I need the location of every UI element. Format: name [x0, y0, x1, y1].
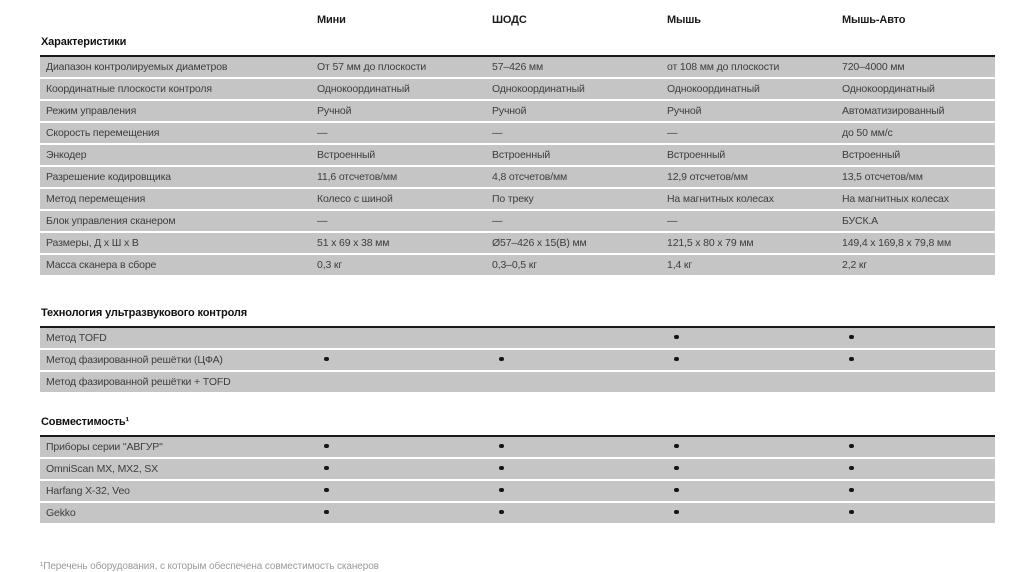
row-label: Блок управления сканером: [46, 215, 176, 227]
bullet-dot-icon: [499, 488, 504, 493]
row-label: Режим управления: [46, 105, 137, 117]
cell-value: [666, 459, 841, 479]
table-row: [40, 481, 995, 501]
table-row: [40, 79, 995, 99]
section-title: Технология ультразвукового контроля: [41, 307, 247, 319]
cell-value: Однокоординатный: [667, 83, 760, 95]
section-title: Совместимость¹: [41, 416, 130, 428]
cell-value: [491, 503, 666, 523]
cell-value: 57–426 мм: [492, 61, 544, 73]
table-row: [40, 123, 995, 143]
section-rows: [40, 55, 995, 275]
column-header-1: Мини: [317, 14, 346, 26]
column-header-row: [40, 14, 995, 26]
cell-value: —: [667, 215, 678, 227]
row-label: Масса сканера в сборе: [46, 259, 157, 271]
table-row: [40, 101, 995, 121]
cell-value: 13,5 отсчетов/мм: [842, 171, 923, 183]
section-rows: [40, 326, 995, 392]
row-label: OmniScan MX, MX2, SX: [46, 463, 158, 475]
table-row: [40, 145, 995, 165]
table-row: [40, 255, 995, 275]
cell-value: [316, 328, 491, 348]
cell-value: 0,3 кг: [317, 259, 343, 271]
cell-value: [666, 437, 841, 457]
bullet-dot-icon: [849, 335, 854, 340]
cell-value: до 50 мм/с: [842, 127, 893, 139]
row-label: Координатные плоскости контроля: [46, 83, 212, 95]
cell-value: [841, 503, 995, 523]
cell-value: Однокоординатный: [317, 83, 410, 95]
cell-value: 2,2 кг: [842, 259, 868, 271]
column-header-3: Мышь: [667, 14, 701, 26]
cell-value: 12,9 отсчетов/мм: [667, 171, 748, 183]
bullet-dot-icon: [674, 357, 679, 362]
cell-value: На магнитных колесах: [667, 193, 774, 205]
cell-value: [841, 328, 995, 348]
column-header-4: Мышь-Авто: [842, 14, 906, 26]
bullet-dot-icon: [674, 335, 679, 340]
table-row: [40, 328, 995, 348]
cell-value: —: [667, 127, 678, 139]
cell-value: 0,3–0,5 кг: [492, 259, 537, 271]
row-label: Размеры, Д х Ш х В: [46, 237, 139, 249]
cell-value: [491, 459, 666, 479]
cell-value: [316, 503, 491, 523]
cell-value: 4,8 отсчетов/мм: [492, 171, 568, 183]
comparison-table: [40, 14, 995, 572]
cell-value: —: [317, 215, 328, 227]
row-label: Метод фазированной решётки + TOFD: [46, 376, 231, 388]
page: [0, 14, 1024, 572]
cell-value: Ø57–426 x 15(В) мм: [492, 237, 587, 249]
cell-value: 720–4000 мм: [842, 61, 905, 73]
bullet-dot-icon: [499, 466, 504, 471]
cell-value: [841, 481, 995, 501]
cell-value: [666, 503, 841, 523]
cell-value: [316, 437, 491, 457]
table-row: [40, 503, 995, 523]
cell-value: Однокоординатный: [842, 83, 935, 95]
row-label: Энкодер: [46, 149, 87, 161]
bullet-dot-icon: [849, 444, 854, 449]
table-row: [40, 211, 995, 231]
cell-value: 1,4 кг: [667, 259, 693, 271]
bullet-dot-icon: [849, 357, 854, 362]
cell-value: Встроенный: [667, 149, 726, 161]
row-label: Gekko: [46, 507, 76, 519]
cell-value: На магнитных колесах: [842, 193, 949, 205]
cell-value: 11,6 отсчетов/мм: [317, 171, 398, 183]
bullet-dot-icon: [849, 510, 854, 515]
cell-value: [666, 328, 841, 348]
section-2: [40, 307, 995, 392]
cell-value: [491, 350, 666, 370]
cell-value: [841, 459, 995, 479]
bullet-dot-icon: [499, 444, 504, 449]
footnote: ¹Перечень оборудования, с которым обеспечена совместимость сканеров: [40, 561, 379, 572]
table-sections: [40, 36, 995, 523]
row-label: Разрешение кодировщика: [46, 171, 171, 183]
bullet-dot-icon: [499, 510, 504, 515]
bullet-dot-icon: [499, 357, 504, 362]
cell-value: [316, 481, 491, 501]
cell-value: [841, 372, 995, 392]
table-row: [40, 437, 995, 457]
bullet-dot-icon: [674, 466, 679, 471]
cell-value: Ручной: [492, 105, 527, 117]
bullet-dot-icon: [324, 444, 329, 449]
cell-value: Однокоординатный: [492, 83, 585, 95]
cell-value: от 108 мм до плоскости: [667, 61, 780, 73]
cell-value: —: [492, 127, 503, 139]
cell-value: 149,4 x 169,8 x 79,8 мм: [842, 237, 952, 249]
bullet-dot-icon: [324, 357, 329, 362]
cell-value: [491, 328, 666, 348]
cell-value: Встроенный: [842, 149, 901, 161]
cell-value: [841, 350, 995, 370]
bullet-dot-icon: [324, 510, 329, 515]
section-title: Характеристики: [41, 36, 127, 48]
bullet-dot-icon: [849, 466, 854, 471]
bullet-dot-icon: [674, 510, 679, 515]
table-row: [40, 233, 995, 253]
table-row: [40, 167, 995, 187]
row-label: Диапазон контролируемых диаметров: [46, 61, 228, 73]
bullet-dot-icon: [674, 444, 679, 449]
section-3: [40, 416, 995, 523]
cell-value: Ручной: [667, 105, 702, 117]
row-label: Скорость перемещения: [46, 127, 160, 139]
table-row: [40, 189, 995, 209]
cell-value: [316, 372, 491, 392]
row-label: Метод перемещения: [46, 193, 146, 205]
cell-value: БУСК.А: [842, 215, 879, 227]
table-row: [40, 350, 995, 370]
cell-value: [666, 481, 841, 501]
bullet-dot-icon: [849, 488, 854, 493]
bullet-dot-icon: [324, 488, 329, 493]
bullet-dot-icon: [324, 466, 329, 471]
table-row: [40, 57, 995, 77]
cell-value: От 57 мм до плоскости: [317, 61, 427, 73]
bullet-dot-icon: [674, 488, 679, 493]
section-1: [40, 36, 995, 275]
row-label: Harfang X-32, Veo: [46, 485, 130, 497]
cell-value: —: [317, 127, 328, 139]
cell-value: По треку: [492, 193, 534, 205]
cell-value: [491, 372, 666, 392]
cell-value: Встроенный: [492, 149, 551, 161]
cell-value: 51 x 69 x 38 мм: [317, 237, 390, 249]
cell-value: [491, 437, 666, 457]
column-header-2: ШОДС: [492, 14, 527, 26]
row-label: Приборы серии "АВГУР": [46, 441, 163, 453]
row-label: Метод фазированной решётки (ЦФА): [46, 354, 223, 366]
cell-value: Колесо с шиной: [317, 193, 393, 205]
cell-value: [316, 459, 491, 479]
column-header-spacer: [40, 14, 316, 26]
table-row: [40, 372, 995, 392]
row-label: Метод TOFD: [46, 332, 107, 344]
cell-value: [316, 350, 491, 370]
cell-value: Встроенный: [317, 149, 376, 161]
table-row: [40, 459, 995, 479]
cell-value: [666, 350, 841, 370]
cell-value: Автоматизированный: [842, 105, 945, 117]
section-rows: [40, 435, 995, 523]
cell-value: [841, 437, 995, 457]
cell-value: 121,5 x 80 x 79 мм: [667, 237, 754, 249]
cell-value: [491, 481, 666, 501]
cell-value: [666, 372, 841, 392]
cell-value: —: [492, 215, 503, 227]
cell-value: Ручной: [317, 105, 352, 117]
